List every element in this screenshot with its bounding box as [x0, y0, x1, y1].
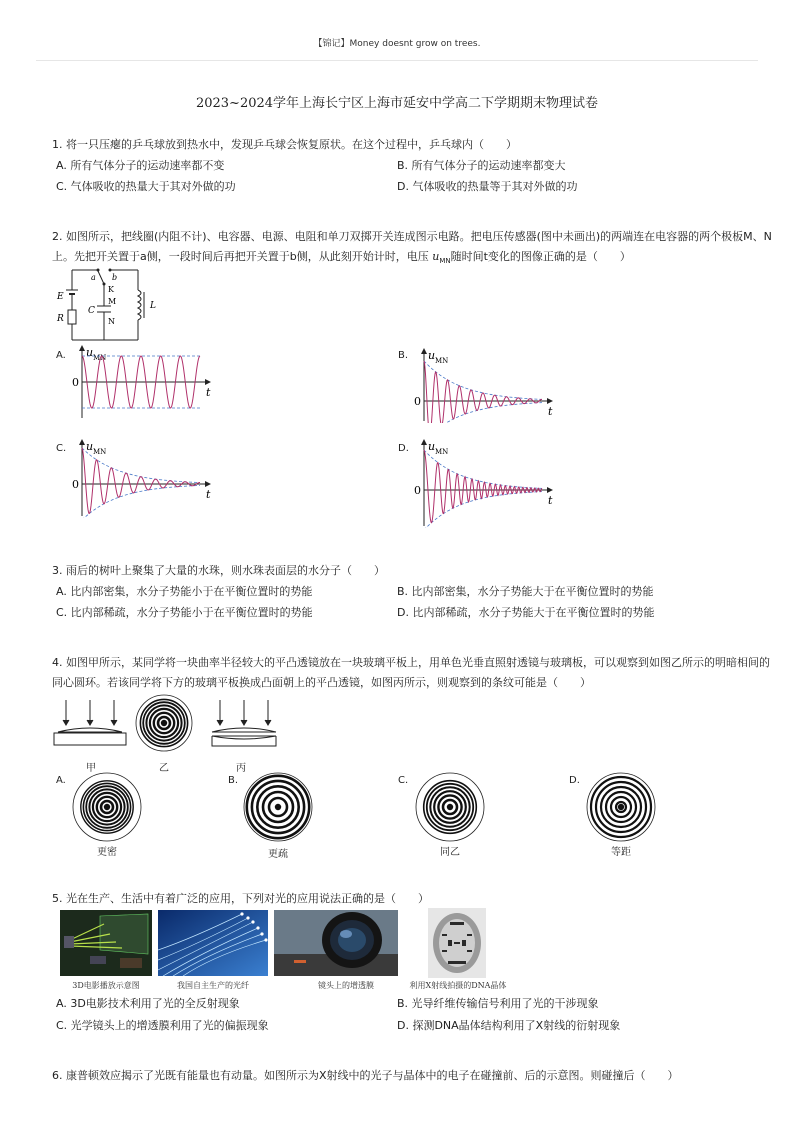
q1-option-a[interactable]: A. 所有气体分子的运动速率都不变	[56, 159, 225, 172]
q1-stem: 1. 将一只压瘪的乒乓球放到热水中，发现乒乓球会恢复原状。在这个过程中，乒乓球内（ ）	[52, 138, 517, 151]
envelope-upper	[424, 361, 542, 399]
y-axis-label-sub: MN	[435, 448, 449, 456]
q2-stem-line1: 2. 如图所示，把线圈(内阻不计)、电容器、电源、电阻和单刀双掷开关连成图示电路。把电压传感器(图中未画出)的两端连在电容器的两个极板M、N	[52, 230, 772, 243]
q2-option-c-label[interactable]: C.	[56, 443, 67, 454]
center-dot	[161, 720, 167, 726]
envelope-lower	[82, 486, 200, 519]
q5-photo-3d-cinema	[60, 910, 152, 976]
q5-option-a[interactable]: A. 3D电影技术利用了光的全反射现象	[56, 997, 240, 1010]
q1-option-b[interactable]: B. 所有气体分子的运动速率都变大	[397, 159, 566, 172]
x-axis-label: t	[548, 494, 553, 507]
y-axis-label-sub: MN	[93, 448, 107, 456]
y-axis-label-sub: MN	[435, 357, 449, 365]
q4-figure-bing	[206, 698, 286, 754]
q4-figure-jia	[52, 698, 132, 754]
y-axis-label: u	[86, 440, 94, 453]
q3-option-c[interactable]: C. 比内部稀疏，水分子势能小于在平衡位置时的势能	[56, 606, 313, 619]
center-dot	[618, 804, 624, 810]
q1-option-d[interactable]: D. 气体吸收的热量等于其对外做的功	[397, 180, 578, 193]
q2-graph-d[interactable]	[410, 436, 560, 528]
q2-graph-a[interactable]	[68, 342, 218, 420]
x-axis-label: t	[206, 386, 211, 399]
circuit-label-m: M	[108, 297, 117, 306]
circuit-label-r: R	[57, 314, 64, 324]
circuit-label-n: N	[108, 317, 115, 326]
q4-label-bing: 丙	[236, 763, 246, 774]
q5-option-d[interactable]: D. 探测DNA晶体结构利用了X射线的衍射现象	[397, 1019, 621, 1032]
q4-stem-line1: 4. 如图甲所示，某同学将一块曲率半径较大的平凸透镜放在一块玻璃平板上，用单色光垂直照射透镜与玻璃板，可以观察到如图乙所示的明暗相间的	[52, 656, 770, 669]
circuit-label-b: b	[112, 273, 118, 282]
origin-label: 0	[414, 395, 421, 408]
q4-option-d-caption: 等距	[611, 847, 631, 858]
q4-label-yi: 乙	[159, 763, 169, 774]
circuit-label-a: a	[91, 273, 96, 282]
q5-option-c[interactable]: C. 光学镜头上的增透膜利用了光的偏振现象	[56, 1019, 269, 1032]
origin-label: 0	[414, 484, 421, 497]
x-axis-label: t	[206, 488, 211, 501]
q3-stem: 3. 雨后的树叶上聚集了大量的水珠，则水珠表面层的水分子（ ）	[52, 564, 385, 577]
circuit-label-l: L	[150, 301, 156, 311]
q5-caption-4: 利用X射线拍摄的DNA晶体	[409, 981, 507, 990]
q4-option-a-rings[interactable]	[70, 770, 144, 844]
q5-photo-optical-fiber	[158, 910, 268, 976]
circuit-label-e: E	[57, 292, 64, 302]
oscillation-curve	[424, 450, 542, 523]
envelope-lower	[424, 492, 542, 528]
q3-option-d[interactable]: D. 比内部稀疏，水分子势能大于在平衡位置时的势能	[397, 606, 655, 619]
q5-caption-2: 我国自主生产的光纤	[177, 981, 249, 990]
q2-circuit-diagram	[54, 266, 166, 346]
y-axis-label-sub: MN	[93, 354, 107, 362]
q4-stem-line2: 同心圆环。若该同学将下方的玻璃平板换成凸面朝上的平凸透镜，如图丙所示，则观察到的条纹可能是（ ）	[52, 676, 591, 689]
q1-option-c[interactable]: C. 气体吸收的热量大于其对外做的功	[56, 180, 236, 193]
q2-graph-c[interactable]	[68, 436, 218, 518]
q2-graph-b[interactable]	[410, 345, 560, 423]
q5-photo-dna-xray	[428, 908, 486, 978]
q4-option-b-caption: 更疏	[268, 849, 288, 860]
q2-option-d-label[interactable]: D.	[398, 443, 409, 454]
oscillation-curve	[82, 448, 200, 513]
header-note: 【锦记】Money doesnt grow on trees.	[313, 39, 481, 49]
q2-option-b-label[interactable]: B.	[398, 350, 409, 361]
q4-option-c-rings[interactable]	[413, 770, 487, 844]
q4-option-a-label[interactable]: A.	[56, 775, 66, 786]
header-divider	[36, 60, 758, 61]
q2-option-a-label[interactable]: A.	[56, 350, 66, 361]
y-axis-label: u	[428, 349, 436, 362]
circuit-label-c: C	[88, 306, 95, 316]
q4-option-c-caption: 同乙	[440, 847, 460, 858]
circuit-label-k: K	[108, 285, 114, 294]
center-dot	[104, 804, 110, 810]
q4-option-d-label[interactable]: D.	[569, 775, 580, 786]
q2-stem-line2: 上。先把开关置于a侧，一段时间后再把开关置于b侧，从此刻开始计时，电压 $u_{MN}$随时间t变化的图像正确的是（ ）	[52, 250, 631, 266]
q4-option-b-label[interactable]: B.	[228, 775, 239, 786]
q5-photo-camera-lens	[274, 910, 398, 976]
q4-option-c-label[interactable]: C.	[398, 775, 409, 786]
q5-caption-3: 镜头上的增透膜	[318, 981, 374, 990]
envelope-lower	[424, 403, 542, 423]
page-title: 2023~2024学年上海长宁区上海市延安中学高二下学期期末物理试卷	[195, 96, 599, 111]
origin-label: 0	[72, 376, 79, 389]
center-dot	[275, 804, 281, 810]
center-dot	[447, 804, 453, 810]
q4-figure-yi	[133, 692, 195, 754]
q5-option-b[interactable]: B. 光导纤维传输信号利用了光的干涉现象	[397, 997, 599, 1010]
x-axis-label: t	[548, 405, 553, 418]
q3-option-b[interactable]: B. 比内部密集，水分子势能大于在平衡位置时的势能	[397, 585, 654, 598]
q5-stem: 5. 光在生产、生活中有着广泛的应用，下列对光的应用说法正确的是（ ）	[52, 892, 429, 905]
q6-stem: 6. 康普顿效应揭示了光既有能量也有动量。如图所示为X射线中的光子与晶体中的电子在碰撞前、后的示意图。则碰撞后（ ）	[52, 1069, 679, 1082]
q4-option-d-rings[interactable]	[584, 770, 658, 844]
q4-label-jia: 甲	[86, 763, 96, 774]
q4-option-a-caption: 更密	[97, 847, 117, 858]
oscillation-curve	[424, 361, 542, 423]
origin-label: 0	[72, 478, 79, 491]
y-axis-label: u	[428, 440, 436, 453]
q3-option-a[interactable]: A. 比内部密集，水分子势能小于在平衡位置时的势能	[56, 585, 313, 598]
q4-option-b-rings[interactable]	[241, 770, 315, 844]
y-axis-label: u	[86, 346, 94, 359]
q5-caption-1: 3D电影播放示意图	[72, 981, 140, 990]
